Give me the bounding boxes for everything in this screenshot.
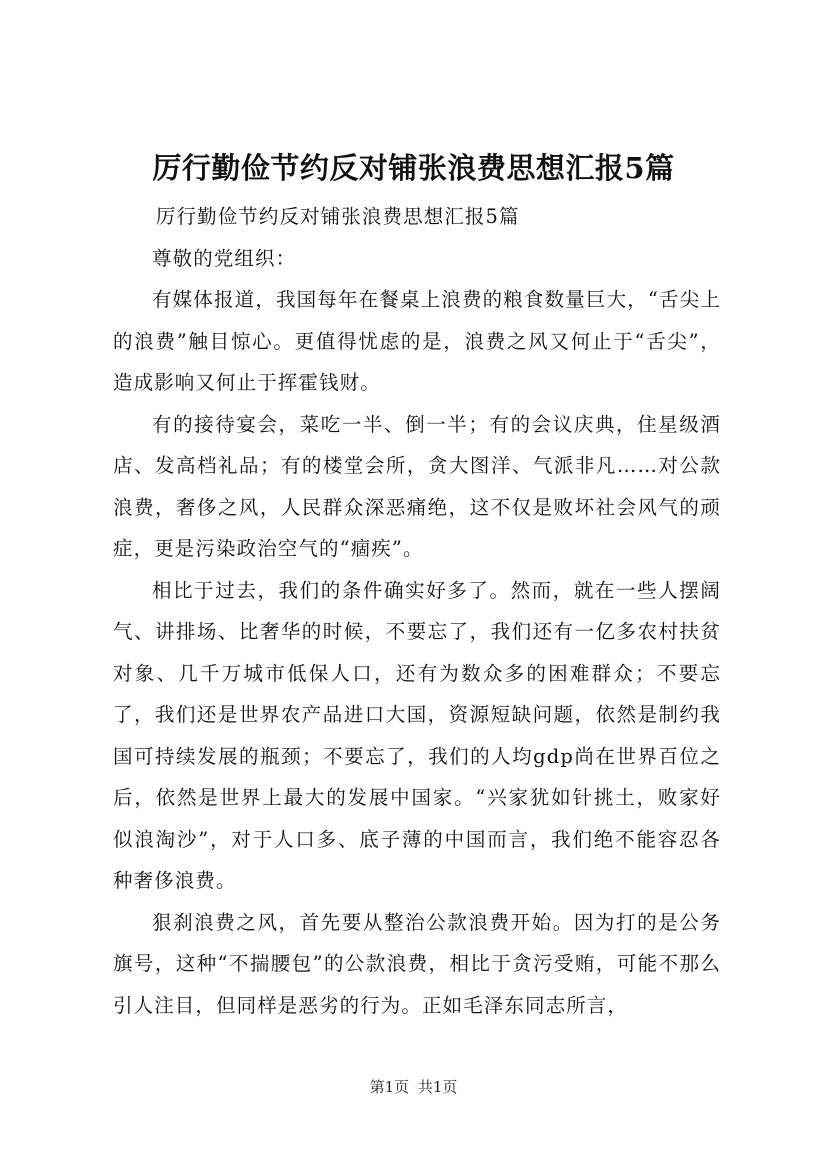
body-paragraph: 狠刹浪费之风，首先要从整治公款浪费开始。因为打的是公务旗号，这种“不揣腰包”的公款浪费，相比于贪污受贿，可能不那么引人注目，但同样是恶劣的行为。正如毛泽东同志所言， <box>113 910 721 1017</box>
body-paragraph: 有媒体报道，我国每年在餐桌上浪费的粮食数量巨大，“舌尖上的浪费”触目惊心。更值得忧虑的是，浪费之风又何止于“舌尖”，造成影响又何止于挥霍钱财。 <box>113 288 721 394</box>
page-total: 共1页 <box>417 1078 458 1096</box>
body-paragraph: 有的接待宴会，菜吃一半、倒一半；有的会议庆典，住星级酒店、发高档礼品；有的楼堂会所，贪大图洋、气派非凡……对公款浪费，奢侈之风，人民群众深恶痛绝，这不仅是败坏社会风气的顽症，更是污染政治空气的“痼疾”。 <box>113 412 721 560</box>
subtitle-paragraph: 厉行勤俭节约反对铺张浪费思想汇报5篇 <box>155 205 520 228</box>
document-title: 厉行勤俭节约反对铺张浪费思想汇报5篇 <box>152 151 675 185</box>
page-number: 第1页 <box>369 1078 410 1096</box>
page-footer <box>0 1077 827 1097</box>
document-body <box>113 196 721 1026</box>
body-paragraph: 相比于过去，我们的条件确实好多了。然而，就在一些人摆阔气、讲排场、比奢华的时候，不要忘了，我们还有一亿多农村扶贫对象、几千万城市低保人口，还有为数众多的困难群众；不要忘了，我们还是世界农产品进口大国，资源短缺问题，依然是制约我国可持续发展的瓶颈；不要忘了，我们的人均gdp尚在世界百位之后，依然是世界上最大的发展中国家。“兴家犹如针挑土，败家好似浪淘沙”，对于人口多、底子薄的中国而言，我们绝不能容忍各种奢侈浪费。 <box>113 578 721 892</box>
salutation-paragraph: 尊敬的党组织： <box>152 246 297 270</box>
